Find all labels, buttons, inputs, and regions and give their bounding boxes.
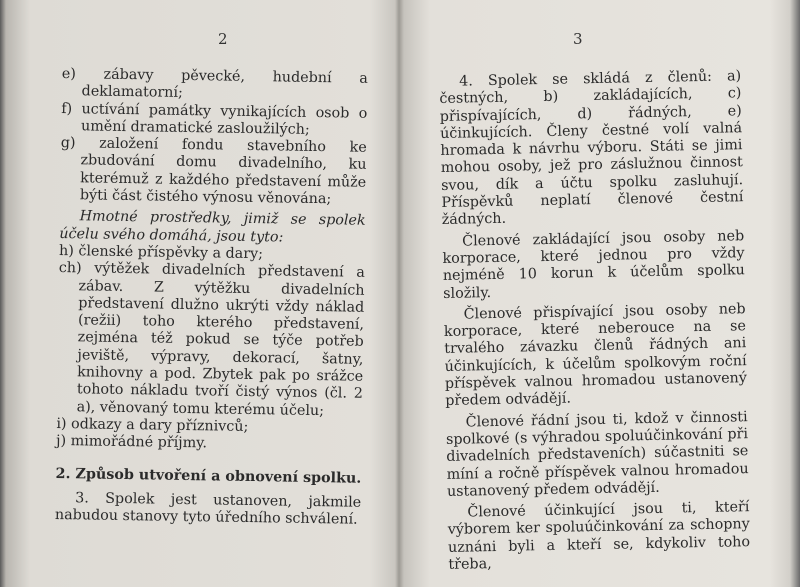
section-heading: 2. Způsob utvoření a obnovení spolku. — [55, 465, 362, 487]
left-page — [0, 0, 398, 587]
paragraph-regular-members: Členové řádní jsou ti, kdož v činnosti spolkové (s výhradou spoluúčinkování při divadelních představeních) súčastniti se míní a ročně příspěvek valnou hromadou ustanovený předem odvádějí. — [445, 408, 749, 500]
page-number-right: 3 — [573, 30, 583, 48]
paragraph-founding-members: Členové zakládající jsou osoby neb korporace, které jednou pro vždy nejméně 10 korun k účelům spolku složily. — [442, 227, 745, 302]
right-page-text — [439, 68, 751, 574]
list-item-h: h) členské příspěvky a dary; — [58, 242, 264, 263]
list-item-ch: ch) výtěžek divadelních představení a zábav. Z výtěžku divadelních představení dlužno ukrýti vždy náklad (režii) toho kterého představení, zejména též pokud se týče potřeb jeviště, výpravy, dekorací, šatny, knihovny a pod. Zbytek pak po srážce tohoto nákladu tvoří čistý výnos (čl. 2 a), věnovaný tomu kterému účelu; — [58, 260, 365, 419]
income-intro: Hmotné prostředky, jimiž se spolek účelu svého domáhá, jsou tyto: — [59, 208, 366, 246]
paragraph-4: 4. Spolek se skládá z členů: a) čestných, b) zakládajících, c) přispívajících, d) řádných, e) účinkujících. Členy čestné volí valná hromada k návrhu výboru. Státi se jimi mohou osoby, jež pro záslužnou činnost svou, dík a účtu spolku zasluhují. Příspěvků neplatí členové čestní žádných. — [439, 68, 744, 229]
list-item-f: f) uctívání památky vynikajících osob o umění dramatické zasloužilých; — [61, 100, 368, 138]
paragraph-active-members: Členové účinkující jsou ti, kteří výborem ker spoluúčinkování za schopny uznáni byli a kteří se, kdykoliv toho třeba, — [447, 499, 751, 573]
list-item-g: g) založení fondu stavebního ke zbudování domu divadelního, ku kterémuž z každého představení může býti část čistého výnosu věnována; — [60, 135, 367, 208]
paragraph-3: 3. Spolek jest ustanoven, jakmile nabudou stanovy tyto úředního schválení. — [54, 490, 362, 528]
left-page-text — [55, 66, 368, 529]
page-number-left: 2 — [218, 30, 228, 48]
list-item-i: i) odkazy a dary příznivců; — [56, 415, 249, 435]
list-item-e: e) zábavy pěvecké, hudební a deklamatorní; — [61, 66, 368, 102]
list-item-j: j) mimořádné příjmy. — [55, 433, 208, 452]
paragraph-contributing-members: Členové přispívající jsou osoby neb korporace, které neberouce na se trvalého závazku členů řádných ani účinkujících, k účelům spolkovým roční příspěvek valnou hromadou ustanovený předem odvádějí. — [443, 301, 748, 410]
right-page — [400, 0, 800, 587]
